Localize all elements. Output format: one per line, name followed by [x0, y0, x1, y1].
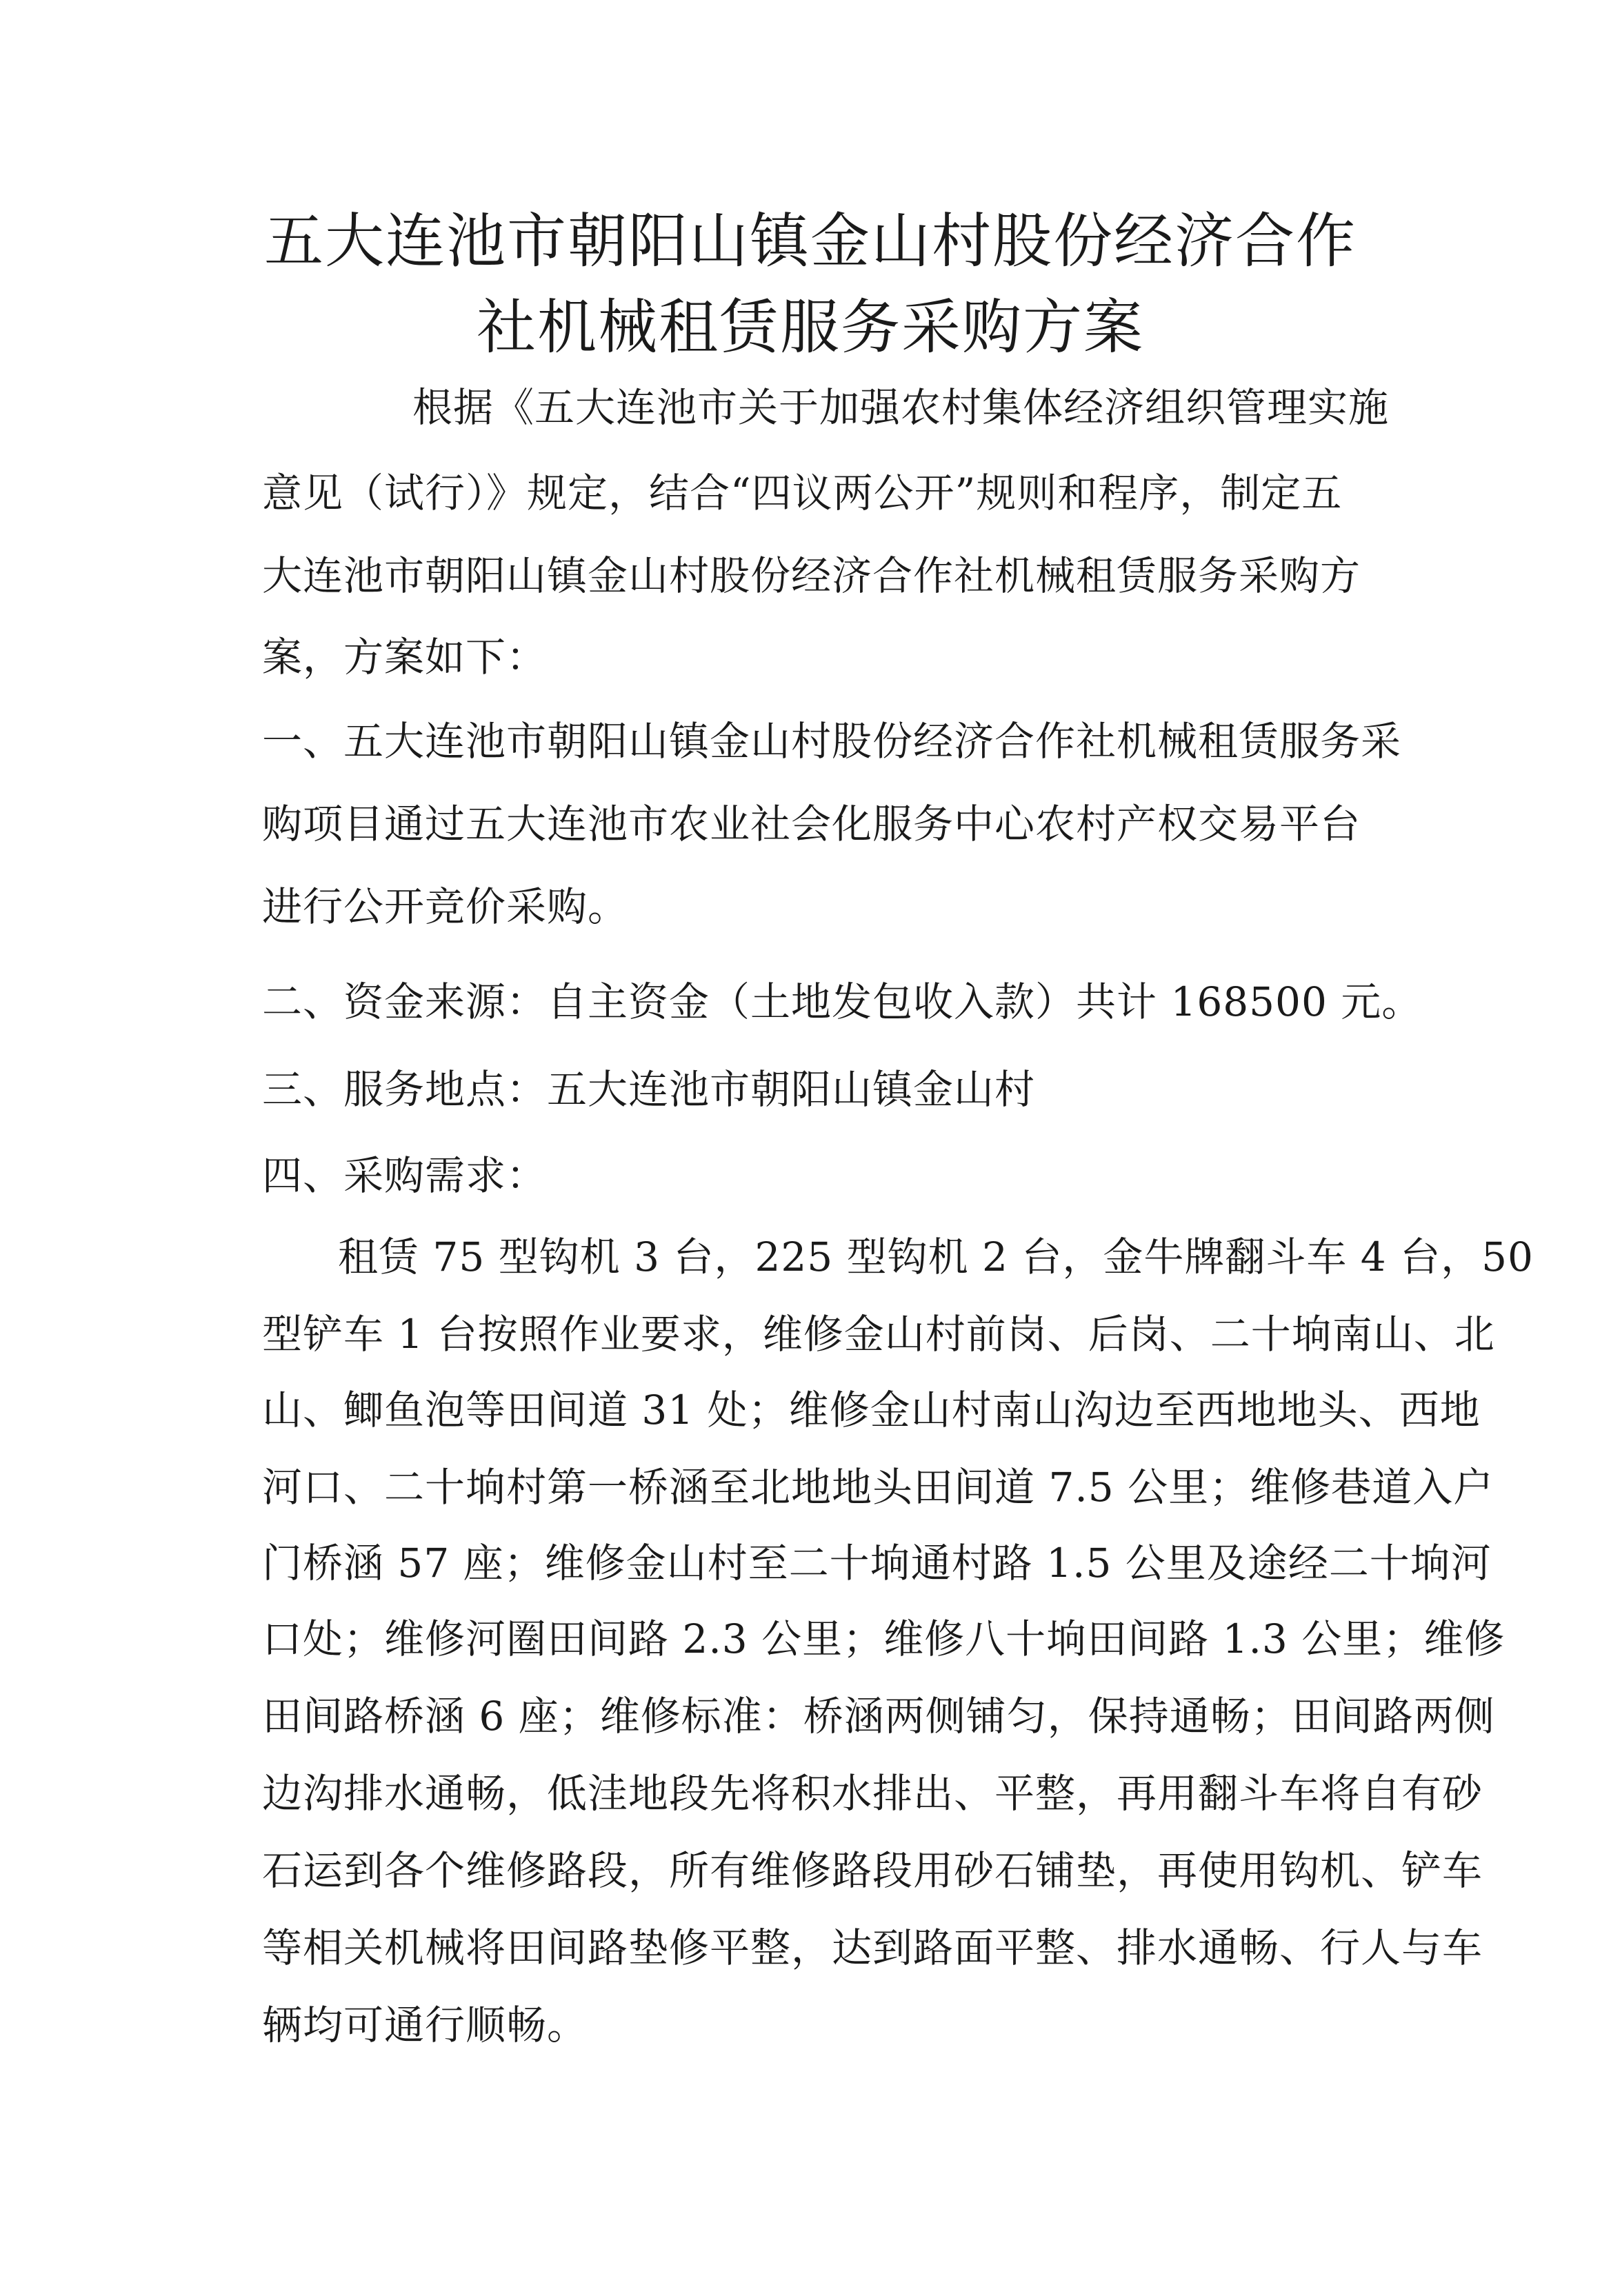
requirements-line-11: 辆均可通行顺畅。	[262, 2002, 588, 2048]
requirements-line-8: 边沟排水通畅，低洼地段先将积水排出、平整，再用翻斗车将自有砂	[262, 1770, 1483, 1817]
body-line-1: 根据《五大连池市关于加强农村集体经济组织管理实施	[412, 384, 1390, 431]
requirements-line-9: 石运到各个维修路段，所有维修路段用砂石铺垫，再使用钩机、铲车	[262, 1847, 1483, 1894]
requirements-line-2: 型铲车 1 台按照作业要求，维修金山村前岗、后岗、二十垧南山、北	[262, 1311, 1495, 1358]
section-1-line-3: 进行公开竞价采购。	[262, 883, 629, 930]
requirements-line-5: 门桥涵 57 座；维修金山村至二十垧通村路 1.5 公里及途经二十垧河	[262, 1540, 1492, 1587]
section-4-heading: 四、采购需求：	[262, 1152, 548, 1199]
section-1-line-2: 购项目通过五大连池市农业社会化服务中心农村产权交易平台	[262, 800, 1361, 847]
requirements-line-1: 租赁 75 型钩机 3 台，225 型钩机 2 台，金牛牌翻斗车 4 台，50	[338, 1233, 1534, 1280]
section-3-location: 三、服务地点：五大连池市朝阳山镇金山村	[262, 1066, 1036, 1113]
body-line-2: 意见（试行）》规定，结合“四议两公开”规则和程序，制定五	[262, 470, 1343, 516]
document-title-line-2: 社机械租赁服务采购方案	[477, 293, 1144, 362]
section-1-line-1: 一、五大连池市朝阳山镇金山村股份经济合作社机械租赁服务采	[262, 718, 1402, 765]
requirements-line-3: 山、鲫鱼泡等田间道 31 处；维修金山村南山沟边至西地地头、西地	[262, 1387, 1481, 1433]
requirements-line-4: 河口、二十垧村第一桥涵至北地地头田间道 7.5 公里；维修巷道入户	[262, 1464, 1494, 1511]
document-title-line-1: 五大连池市朝阳山镇金山村股份经济合作	[264, 207, 1357, 276]
requirements-line-7: 田间路桥涵 6 座；维修标准：桥涵两侧铺匀，保持通畅；田间路两侧	[262, 1693, 1495, 1740]
body-line-4: 案，方案如下：	[262, 634, 548, 681]
requirements-line-10: 等相关机械将田间路垫修平整，达到路面平整、排水通畅、行人与车	[262, 1924, 1483, 1971]
requirements-line-6: 口处；维修河圈田间路 2.3 公里；维修八十垧田间路 1.3 公里；维修	[262, 1615, 1506, 1662]
body-line-3: 大连池市朝阳山镇金山村股份经济合作社机械租赁服务采购方	[262, 552, 1361, 599]
section-2-funding: 二、资金来源：自主资金（土地发包收入款）共计 168500 元。	[262, 978, 1423, 1025]
